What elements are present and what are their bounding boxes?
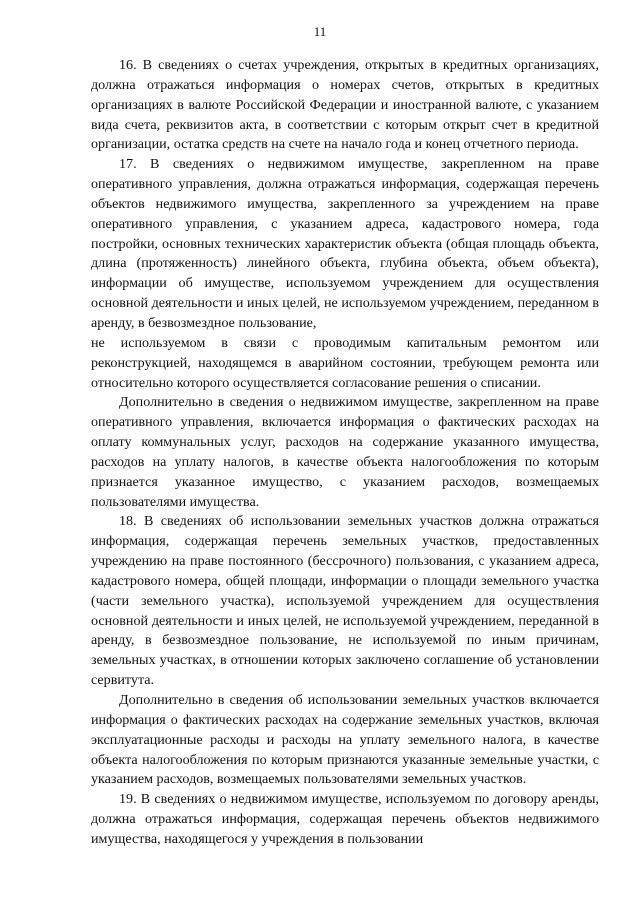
paragraph-17-continuation: не используемом в связи с проводимым капитальным ремонтом или реконструкцией, находящемся в аварийном состоянии, требующем ремонта или относительно которого осуществляется согласование решения о списании. bbox=[91, 334, 599, 391]
paragraph-18-additional: Дополнительно в сведения об использовании земельных участков включается информация о фактических расходах на содержание земельных участков, включая эксплуатационные расходы и расходы на уплату земельного налога, в качестве объекта налогообложения по которым признаются указанные земельные участки, с указанием расходов, возмещаемых пользователями земельных участков. bbox=[91, 692, 599, 788]
paragraph-19: 19. В сведениях о недвижимом имуществе, используемом по договору аренды, должна отражаться информация, содержащая перечень объектов недвижимого имущества, находящегося у учреждения в пользовании bbox=[91, 791, 599, 847]
paragraph-17: 17. В сведениях о недвижимом имуществе, закрепленном на праве оперативного управления, должна отражаться информация, содержащая перечень объектов недвижимого имущества, закрепленного за учреждением на праве оперативного управления, с указанием адреса, кадастрового номера, года постройки, основных технических характеристик объекта (общая площадь объекта, длина (протяженность) линейного объекта, глубина объекта, объем объекта), информации об имуществе, используемом учреждением для осуществления основной деятельности и иных целей, не используемом учреждением, переданном в аренду, в безвозмездное пользование, bbox=[91, 156, 599, 331]
paragraph-18: 18. В сведениях об использовании земельных участков должна отражаться информация, содержащая перечень земельных участков, предоставленных учреждению на праве постоянного (бессрочного) пользования, с указанием адреса, кадастрового номера, общей площади, информации о площади земельного участка (части земельного участка), используемой учреждением для осуществления основной деятельности и иных целей, не используемой учреждением, переданной в аренду, в безвозмездное пользование, не используемой по иным причинам, земельных участках, в отношении которых заключено соглашение об установлении сервитута. bbox=[91, 513, 599, 689]
page-number: 11 bbox=[313, 24, 327, 39]
paragraph-17-additional: Дополнительно в сведения о недвижимом имуществе, закрепленном на праве оперативного управления, включается информация о фактических расходах на оплату коммунальных услуг, расходов на содержание указанного имущества, расходов на уплату налогов, в качестве объекта налогообложения по которым признается указанное имущество, с указанием расходов, возмещаемых пользователями имущества. bbox=[91, 394, 599, 510]
document-body bbox=[91, 56, 599, 850]
paragraph-16: 16. В сведениях о счетах учреждения, открытых в кредитных организациях, должна отражаться информация о номерах счетов, открытых в кредитных организациях в валюте Российской Федерации и иностранной валюте, с указанием вида счета, реквизитов акта, в соответствии с которым открыт счет в кредитной организации, остатка средств на счете на начало года и конец отчетного периода. bbox=[91, 57, 599, 153]
